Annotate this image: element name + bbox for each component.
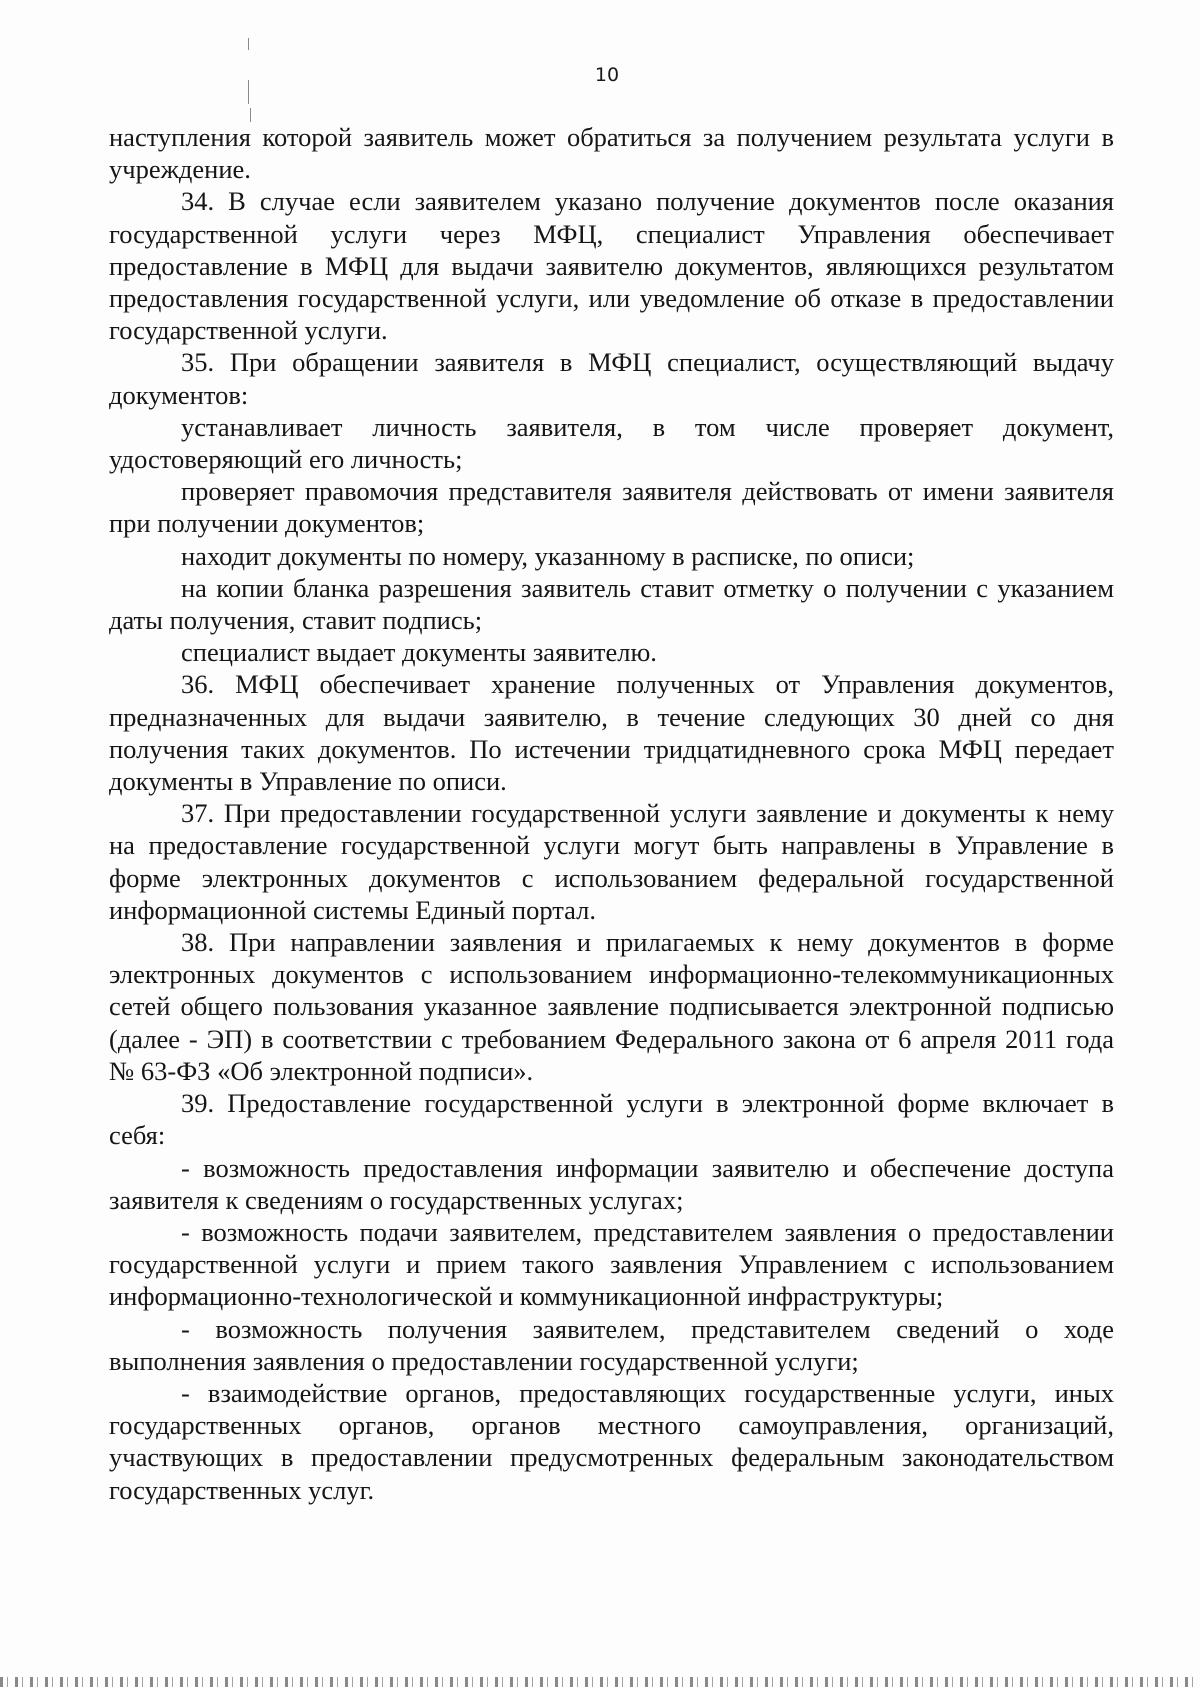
list-item-find-documents: находит документы по номеру, указанному в расписке, по описи; — [181, 540, 915, 571]
paragraph-38: 38. При направлении заявления и прилагаемых к нему документов в форме электронных документов с использованием информационно-телекоммуникационных сетей общего пользования указанное заявление подписывается электронной подписью (далее - ЭП) в соответствии с требованием Федерального закона от 6 апреля 2011 года № 63-ФЗ «Об электронной подписи». — [109, 927, 1114, 1086]
document-body — [109, 121, 1114, 1506]
paragraph-37: 37. При предоставлении государственной услуги заявление и документы к нему на предоставление государственной услуги могут быть направлены в Управление в форме электронных документов с использованием федеральной государственной информационной системы Единый портал. — [109, 798, 1114, 925]
paragraph-34: 34. В случае если заявителем указано получение документов после оказания государственной услуги через МФЦ, специалист Управления обеспечивает предоставление в МФЦ для выдачи заявителю документов, являющихся результатом предоставления государственной услуги, или уведомление об отказе в предоставлении государственной услуги. — [109, 186, 1114, 346]
paragraph-36: 36. МФЦ обеспечивает хранение полученных от Управления документов, предназначенных для выдачи заявителю, в течение следующих 30 дней со дня получения таких документов. По истечении тридцатидневного срока МФЦ передает документы в Управление по описи. — [109, 669, 1114, 797]
paragraph-39: 39. Предоставление государственной услуги в электронной форме включает в себя: — [109, 1088, 1114, 1151]
page-number: 10 — [594, 64, 620, 86]
list-item-interaction: - взаимодействие органов, предоставляющих государственные услуги, иных государственных органов, органов местного самоуправления, организаций, участвующих в предоставлении предусмотренных федеральным законодательством государственных услуг. — [109, 1377, 1114, 1505]
list-item-information-access: - возможность предоставления информации заявителю и обеспечение доступа заявителя к сведениям о государственных услугах; — [109, 1152, 1114, 1215]
list-item-identify: устанавливает личность заявителя, в том числе проверяет документ, удостоверяющий его личность; — [109, 411, 1114, 475]
scan-artifact-line — [248, 38, 249, 50]
list-item-check-authority: проверяет правомочия представителя заявителя действовать от имени заявителя при получении документов; — [109, 476, 1114, 539]
scan-artifact-line — [250, 108, 251, 122]
list-item-progress-info: - возможность получения заявителем, представителем сведений о ходе выполнения заявления о предоставлении государственной услуги; — [109, 1313, 1114, 1376]
scan-bottom-edge — [0, 1677, 1200, 1687]
list-item-submit-application: - возможность подачи заявителем, представителем заявления о предоставлении государственной услуги и прием такого заявления Управлением с использованием информационно-технологической и коммуникационной инфраструктуры; — [109, 1216, 1114, 1312]
paragraph-continuation: наступления которой заявитель может обратиться за получением результата услуги в учреждение. — [109, 122, 1114, 185]
list-item-mark-receipt: на копии бланка разрешения заявитель ставит отметку о получении с указанием даты получения, ставит подпись; — [109, 572, 1114, 636]
list-item-issue-documents: специалист выдает документы заявителю. — [181, 637, 657, 668]
paragraph-35: 35. При обращении заявителя в МФЦ специалист, осуществляющий выдачу документов: — [109, 347, 1114, 410]
